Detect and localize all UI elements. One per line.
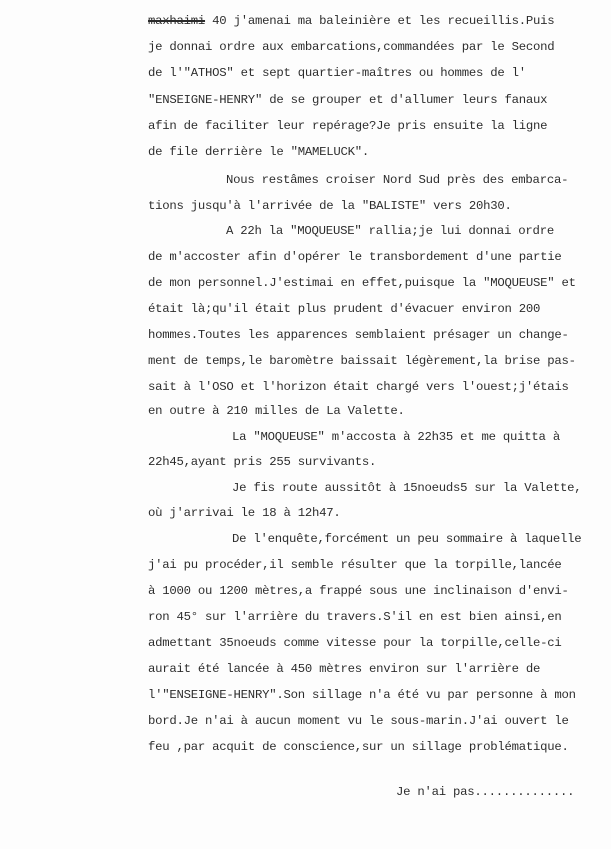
text-line-26: aurait été lancée à 450 mètres environ sur l'arrière de: [148, 662, 541, 676]
text-line-19: Je fis route aussitôt à 15noeuds5 sur la Valette,: [232, 481, 582, 495]
text-line-1-rest: 40 j'amenai ma baleinière et les recueillis.Puis: [205, 14, 555, 28]
text-line-16: en outre à 210 milles de La Valette.: [148, 404, 405, 418]
text-line-27: l'"ENSEIGNE-HENRY".Son sillage n'a été vu par personne à mon: [148, 688, 576, 702]
text-line-12: était là;qu'il était plus prudent d'évacuer environ 200: [148, 302, 541, 316]
text-line-9: A 22h la "MOQUEUSE" rallia;je lui donnai ordre: [226, 224, 554, 238]
struck-out-word: maxhaimi: [148, 14, 206, 28]
text-line-28: bord.Je n'ai à aucun moment vu le sous-marin.J'ai ouvert le: [148, 714, 569, 728]
text-line-18: 22h45,ayant pris 255 survivants.: [148, 455, 377, 469]
text-line-29: feu ,par acquit de conscience,sur un sillage problématique.: [148, 740, 569, 754]
text-line-3: de l'"ATHOS" et sept quartier-maîtres ou hommes de l': [148, 66, 526, 80]
text-line-15: sait à l'OSO et l'horizon était chargé vers l'ouest;j'étais: [148, 380, 569, 394]
text-line-17: La "MOQUEUSE" m'accosta à 22h35 et me quitta à: [232, 430, 560, 444]
text-line-24: ron 45° sur l'arrière du travers.S'il en est bien ainsi,en: [148, 610, 562, 624]
text-line-14: ment de temps,le baromètre baissait légèrement,la brise pas-: [148, 354, 576, 368]
text-line-1: [148, 14, 554, 28]
text-line-8: tions jusqu'à l'arrivée de la "BALISTE" vers 20h30.: [148, 199, 512, 213]
text-line-13: hommes.Toutes les apparences semblaient présager un change-: [148, 328, 569, 342]
text-line-20: où j'arrivai le 18 à 12h47.: [148, 506, 341, 520]
text-line-2: je donnai ordre aux embarcations,commandées par le Second: [148, 40, 555, 54]
text-line-6: de file derrière le "MAMELUCK".: [148, 145, 370, 159]
text-line-23: à 1000 ou 1200 mètres,a frappé sous une inclinaison d'envi-: [148, 584, 569, 598]
text-line-7: Nous restâmes croiser Nord Sud près des embarca-: [226, 173, 569, 187]
text-line-5: afin de faciliter leur repérage?Je pris ensuite la ligne: [148, 119, 548, 133]
continuation-catchword: Je n'ai pas..............: [396, 785, 575, 799]
text-line-21: De l'enquête,forcément un peu sommaire à laquelle: [232, 532, 582, 546]
text-line-22: j'ai pu procéder,il semble résulter que la torpille,lancée: [148, 558, 562, 572]
text-line-4: "ENSEIGNE-HENRY" de se grouper et d'allumer leurs fanaux: [148, 93, 548, 107]
text-line-25: admettant 35noeuds comme vitesse pour la torpille,celle-ci: [148, 636, 562, 650]
text-line-10: de m'accoster afin d'opérer le transbordement d'une partie: [148, 250, 562, 264]
text-line-11: de mon personnel.J'estimai en effet,puisque la "MOQUEUSE" et: [148, 276, 576, 290]
